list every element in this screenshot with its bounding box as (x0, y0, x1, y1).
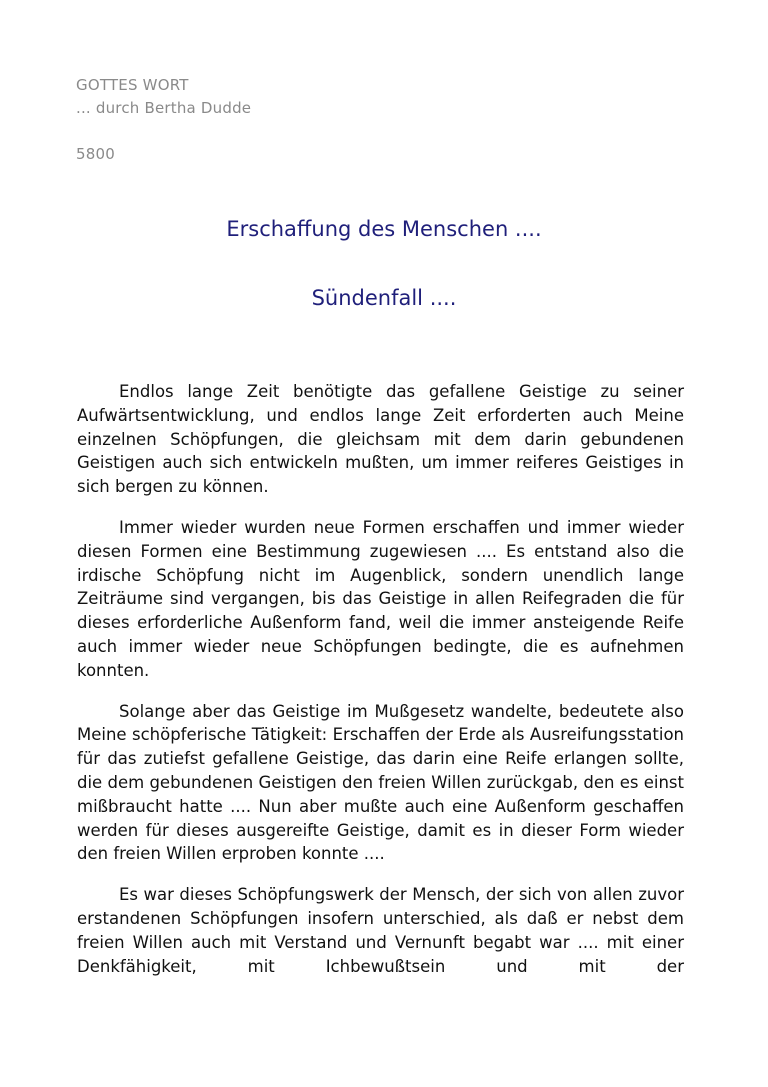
author-line: ... durch Bertha Dudde (76, 99, 252, 117)
collection-title: GOTTES WORT (76, 76, 189, 94)
paragraph-3: Solange aber das Geistige im Mußgesetz wandelte, bedeutete also Meine schöpferische Tätigkeit: Erschaffen der Erde als Ausreifungsstation für das zutiefst gefallene Geistige, das darin eine Reife erlangen sollte, die dem gebundenen Geistigen den freien Willen zurückgab, den es einst mißbraucht hatte .... Nun aber mußte auch eine Außenform geschaffen werden für dieses ausgereifte Geistige, damit es in dieser Form wieder den freien Willen erproben konnte .... (77, 701, 684, 864)
subtitle: Sündenfall .... (311, 286, 457, 310)
paragraph-1: Endlos lange Zeit benötigte das gefallene Geistige zu seiner Aufwärtsentwicklung, und endlos lange Zeit erforderten auch Meine einzelnen Schöpfungen, die gleichsam mit dem darin gebundenen Geistigen auch sich entwickeln mußten, um immer reiferes Geistiges in sich bergen zu können. (77, 382, 684, 497)
message-number: 5800 (76, 145, 115, 163)
message-body (77, 380, 684, 995)
paragraph-4: Es war dieses Schöpfungswerk der Mensch, der sich von allen zuvor erstandenen Schöpfungen insofern unterschied, als daß er nebst dem freien Willen auch mit Verstand und Vernunft begabt war .... mit einer Denkfähigkeit, mit Ichbewußtsein und mit der (77, 885, 684, 976)
paragraph-2: Immer wieder wurden neue Formen erschaffen und immer wieder diesen Formen eine Bestimmung zugewiesen .... Es entstand also die irdische Schöpfung nicht im Augenblick, sondern unendlich lange Zeiträume sind vergangen, bis das Geistige in allen Reifegraden die für dieses erforderliche Außenform fand, weil die immer ansteigende Reife auch immer wieder neue Schöpfungen bedingte, die es aufnehmen konnten. (77, 517, 684, 680)
main-title: Erschaffung des Menschen .... (226, 217, 542, 241)
